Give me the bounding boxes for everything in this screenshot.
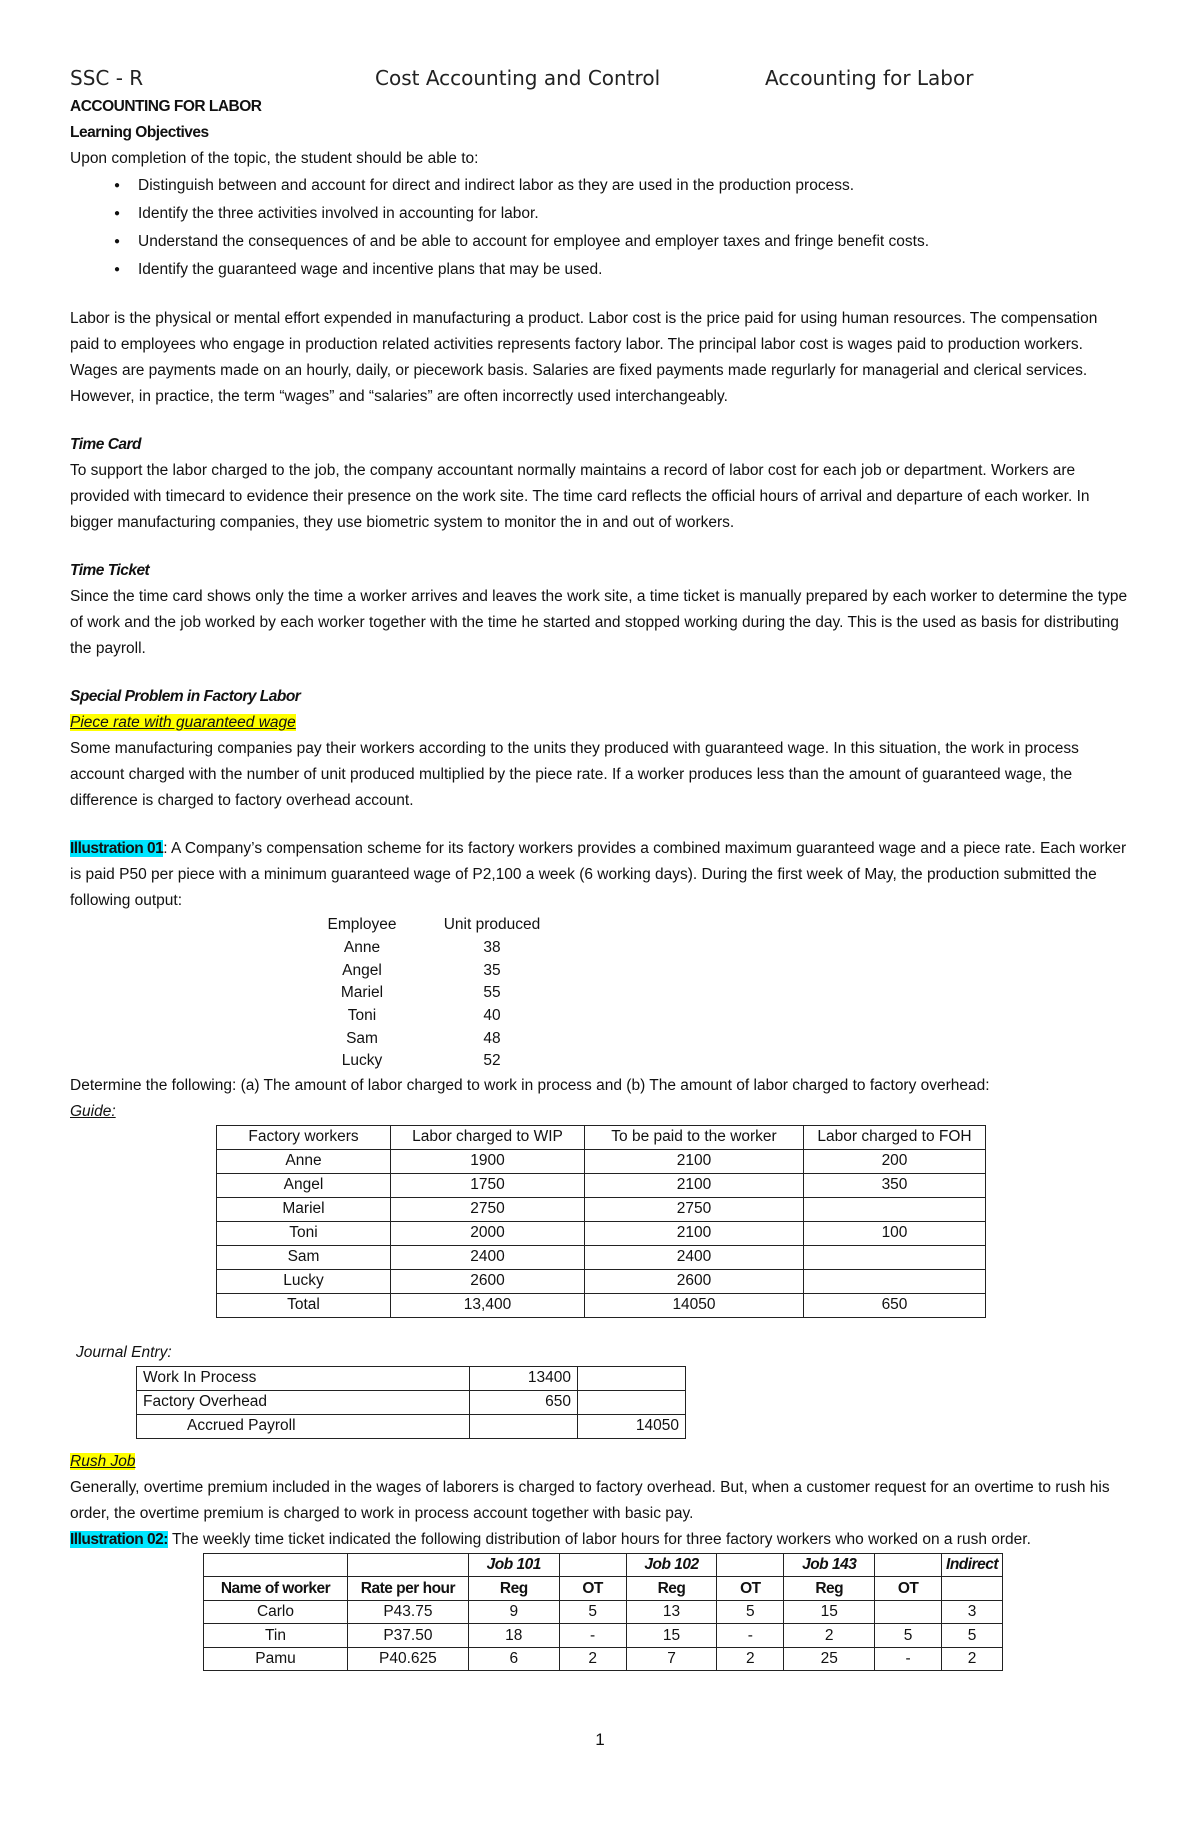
table-cell bbox=[804, 1269, 986, 1293]
objective-item: ● Identify the guaranteed wage and incentive plans that may be used. bbox=[116, 256, 1130, 284]
objective-item: ● Understand the consequences of and be able to account for employee and employer taxes and fringe benefit costs. bbox=[116, 228, 1130, 256]
table-cell: 2100 bbox=[585, 1149, 804, 1173]
table-cell: Labor charged to WIP bbox=[391, 1125, 585, 1149]
table-row bbox=[217, 1245, 986, 1269]
illustration-01-label: Illustration 01 bbox=[70, 840, 164, 857]
header-right: Accounting for Labor bbox=[765, 66, 974, 90]
time-ticket-heading: Time Ticket bbox=[70, 562, 150, 579]
table-row bbox=[204, 1647, 1003, 1671]
table-cell: 2100 bbox=[585, 1221, 804, 1245]
table-cell bbox=[875, 1553, 942, 1577]
document-page bbox=[70, 62, 1130, 1671]
table-cell bbox=[578, 1390, 686, 1414]
table-cell: Indirect bbox=[942, 1553, 1003, 1577]
table-cell: 200 bbox=[804, 1149, 986, 1173]
table-cell: Accrued Payroll bbox=[137, 1414, 470, 1438]
rush-job-table bbox=[203, 1553, 1003, 1672]
table-cell: Angel bbox=[217, 1173, 391, 1197]
table-row bbox=[204, 1624, 1003, 1648]
illustration-02-paragraph bbox=[70, 1527, 1130, 1553]
rush-job-heading: Rush Job bbox=[70, 1452, 136, 1470]
table-cell: 1900 bbox=[391, 1149, 585, 1173]
table-cell: 2600 bbox=[391, 1269, 585, 1293]
table-cell: To be paid to the worker bbox=[585, 1125, 804, 1149]
table-cell: 2 bbox=[559, 1647, 626, 1671]
header-center: Cost Accounting and Control bbox=[375, 66, 661, 90]
table-cell bbox=[578, 1366, 686, 1390]
table-cell: 2750 bbox=[585, 1197, 804, 1221]
table-cell: 3 bbox=[942, 1600, 1003, 1624]
table-cell: Sam bbox=[217, 1245, 391, 1269]
table-cell: Reg bbox=[468, 1577, 559, 1601]
table-cell: 2400 bbox=[585, 1245, 804, 1269]
table-cell: 13400 bbox=[470, 1366, 578, 1390]
illustration-02-label: Illustration 02: bbox=[70, 1530, 168, 1548]
table-row bbox=[217, 1269, 986, 1293]
table-cell: 15 bbox=[784, 1600, 875, 1624]
objectives-heading: Learning Objectives bbox=[70, 124, 209, 141]
table-cell: 13 bbox=[626, 1600, 717, 1624]
table-cell: Angel bbox=[342, 961, 382, 979]
table-cell: Toni bbox=[347, 1007, 377, 1025]
employee-output-table bbox=[302, 914, 562, 1073]
table-row bbox=[204, 1577, 1003, 1601]
table-cell: OT bbox=[717, 1577, 784, 1601]
table-cell: 2 bbox=[942, 1647, 1003, 1671]
table-cell: Name of worker bbox=[204, 1577, 348, 1601]
illustration-01-paragraph bbox=[70, 836, 1130, 914]
table-cell: P43.75 bbox=[347, 1600, 468, 1624]
table-cell: Job 101 bbox=[468, 1553, 559, 1577]
table-cell bbox=[204, 1553, 348, 1577]
table-cell: 2 bbox=[784, 1624, 875, 1648]
employee-header: Employee bbox=[327, 916, 397, 934]
table-cell: 2 bbox=[717, 1647, 784, 1671]
header-left: SSC - R bbox=[70, 66, 144, 90]
table-cell: 1750 bbox=[391, 1173, 585, 1197]
table-cell: 9 bbox=[468, 1600, 559, 1624]
table-cell: 15 bbox=[626, 1624, 717, 1648]
special-problem-heading: Special Problem in Factory Labor bbox=[70, 688, 301, 705]
objectives-intro: Upon completion of the topic, the student should be able to: bbox=[70, 150, 479, 167]
time-card-heading: Time Card bbox=[70, 436, 142, 453]
page-number: 1 bbox=[595, 1730, 605, 1749]
table-cell: Job 102 bbox=[626, 1553, 717, 1577]
table-cell: - bbox=[717, 1624, 784, 1648]
table-row bbox=[217, 1197, 986, 1221]
table-cell: Work In Process bbox=[137, 1366, 470, 1390]
table-cell: Total bbox=[217, 1293, 391, 1317]
table-cell: P40.625 bbox=[347, 1647, 468, 1671]
table-cell: 35 bbox=[483, 961, 501, 979]
table-cell: Sam bbox=[346, 1029, 378, 1047]
table-row bbox=[302, 1027, 562, 1050]
table-cell: 2100 bbox=[585, 1173, 804, 1197]
table-cell: Reg bbox=[626, 1577, 717, 1601]
table-cell: 2000 bbox=[391, 1221, 585, 1245]
objective-item: ● Distinguish between and account for direct and indirect labor as they are used in the production process. bbox=[116, 172, 1130, 200]
table-cell: Rate per hour bbox=[347, 1577, 468, 1601]
table-cell: 7 bbox=[626, 1647, 717, 1671]
time-card-text: To support the labor charged to the job, the company accountant normally maintains a record of labor cost for each job or department. Workers are provided with timecard to evidence their presence on the work site. The time card reflects the official hours of arrival and departure of each worker. In bigger manufacturing companies, they use biometric system to monitor the in and out of workers. bbox=[70, 462, 1090, 531]
journal-entry-table bbox=[136, 1366, 686, 1439]
table-cell: 5 bbox=[559, 1600, 626, 1624]
table-cell: Carlo bbox=[204, 1600, 348, 1624]
table-row bbox=[302, 959, 562, 982]
table-cell: 6 bbox=[468, 1647, 559, 1671]
journal-entry-label: Journal Entry: bbox=[76, 1343, 172, 1361]
table-cell: Lucky bbox=[217, 1269, 391, 1293]
table-cell: 25 bbox=[784, 1647, 875, 1671]
guide-table bbox=[216, 1125, 986, 1318]
table-cell: - bbox=[559, 1624, 626, 1648]
table-cell: 13,400 bbox=[391, 1293, 585, 1317]
table-cell: - bbox=[875, 1647, 942, 1671]
objective-item: ● Identify the three activities involved in accounting for labor. bbox=[116, 200, 1130, 228]
labor-paragraph: Labor is the physical or mental effort expended in manufacturing a product. Labor cost is the price paid for using human resources. The compensation paid to employees who engage in production related activities represents factory labor. The principal labor cost is wages paid to production workers. Wages are payments made on an hourly, daily, or piecework basis. Salaries are fixed payments made regurlarly for managerial and clerical services. However, in practice, the term “wages” and “salaries” are often incorrectly used interchangeably. bbox=[70, 310, 1098, 405]
table-cell bbox=[804, 1197, 986, 1221]
table-cell: 650 bbox=[470, 1390, 578, 1414]
table-cell: Tin bbox=[204, 1624, 348, 1648]
table-cell: 5 bbox=[875, 1624, 942, 1648]
table-cell bbox=[559, 1553, 626, 1577]
table-cell: 14050 bbox=[585, 1293, 804, 1317]
table-cell: P37.50 bbox=[347, 1624, 468, 1648]
table-cell: Anne bbox=[343, 939, 381, 957]
rush-job-text: Generally, overtime premium included in the wages of laborers is charged to factory overhead. But, when a customer request for an overtime to rush his order, the overtime premium is charged to work in process account together with basic pay. bbox=[70, 1478, 1110, 1522]
table-cell: 2600 bbox=[585, 1269, 804, 1293]
table-row bbox=[217, 1221, 986, 1245]
table-cell: OT bbox=[559, 1577, 626, 1601]
table-row bbox=[302, 982, 562, 1005]
table-cell: 52 bbox=[483, 1052, 501, 1070]
objectives-list bbox=[70, 172, 1130, 284]
table-cell: Job 143 bbox=[784, 1553, 875, 1577]
table-cell: 38 bbox=[483, 939, 501, 957]
piece-rate-text: Some manufacturing companies pay their workers according to the units they produced with guaranteed wage. In this situation, the work in process account charged with the number of unit produced multiplied by the piece rate. If a worker produces less than the amount of guaranteed wage, the difference is charged to factory overhead account. bbox=[70, 740, 1079, 809]
table-cell: Reg bbox=[784, 1577, 875, 1601]
table-row bbox=[137, 1390, 686, 1414]
table-cell: Toni bbox=[217, 1221, 391, 1245]
table-cell: Pamu bbox=[204, 1647, 348, 1671]
table-cell bbox=[875, 1600, 942, 1624]
table-cell bbox=[717, 1553, 784, 1577]
table-row bbox=[302, 914, 562, 937]
table-cell: 350 bbox=[804, 1173, 986, 1197]
table-cell bbox=[470, 1414, 578, 1438]
table-cell: Lucky bbox=[341, 1052, 383, 1070]
piece-rate-subheading: Piece rate with guaranteed wage bbox=[70, 714, 296, 731]
table-row bbox=[302, 1005, 562, 1028]
table-cell: 55 bbox=[483, 984, 501, 1002]
table-cell: 18 bbox=[468, 1624, 559, 1648]
table-cell: 100 bbox=[804, 1221, 986, 1245]
table-cell: Mariel bbox=[217, 1197, 391, 1221]
table-cell: OT bbox=[875, 1577, 942, 1601]
table-cell: 2750 bbox=[391, 1197, 585, 1221]
table-row bbox=[204, 1600, 1003, 1624]
table-cell: Factory workers bbox=[217, 1125, 391, 1149]
table-cell: 48 bbox=[483, 1029, 501, 1047]
table-row bbox=[204, 1553, 1003, 1577]
table-cell: 14050 bbox=[578, 1414, 686, 1438]
guide-label: Guide: bbox=[70, 1102, 116, 1120]
time-ticket-text: Since the time card shows only the time a worker arrives and leaves the work site, a time ticket is manually prepared by each worker to determine the type of work and the job worked by each worker together with the time he started and stopped working during the day. This is the used as basis for distributing the payroll. bbox=[70, 588, 1128, 657]
table-row bbox=[137, 1414, 686, 1438]
running-header bbox=[70, 62, 1130, 94]
illustration-01-text: : A Company’s compensation scheme for its factory workers provides a combined maximum guaranteed wage and a piece rate. Each worker is paid P50 per piece with a minimum guaranteed wage of P2,100 a week (6 working days). During the first week of May, the production submitted the following output: bbox=[70, 840, 1127, 909]
table-cell bbox=[347, 1553, 468, 1577]
table-row bbox=[217, 1125, 986, 1149]
illustration-02-text: The weekly time ticket indicated the following distribution of labor hours for three factory workers who worked on a rush order. bbox=[167, 1530, 1031, 1548]
table-cell: 2400 bbox=[391, 1245, 585, 1269]
table-cell: Labor charged to FOH bbox=[804, 1125, 986, 1149]
table-cell bbox=[804, 1245, 986, 1269]
table-cell: 5 bbox=[717, 1600, 784, 1624]
table-row bbox=[302, 1050, 562, 1073]
units-header: Unit produced bbox=[443, 916, 541, 934]
table-cell: 40 bbox=[483, 1007, 501, 1025]
table-row bbox=[217, 1149, 986, 1173]
question-text: Determine the following: (a) The amount of labor charged to work in process and (b) The amount of labor charged to factory overhead: bbox=[70, 1076, 990, 1094]
table-cell: 650 bbox=[804, 1293, 986, 1317]
total-row bbox=[217, 1293, 986, 1317]
table-cell: Mariel bbox=[340, 984, 384, 1002]
table-row bbox=[137, 1366, 686, 1390]
table-cell: 5 bbox=[942, 1624, 1003, 1648]
table-cell: Factory Overhead bbox=[137, 1390, 470, 1414]
document-title: ACCOUNTING FOR LABOR bbox=[70, 98, 262, 115]
table-cell bbox=[942, 1577, 1003, 1601]
table-row bbox=[217, 1173, 986, 1197]
table-row bbox=[302, 937, 562, 960]
table-cell: Anne bbox=[217, 1149, 391, 1173]
